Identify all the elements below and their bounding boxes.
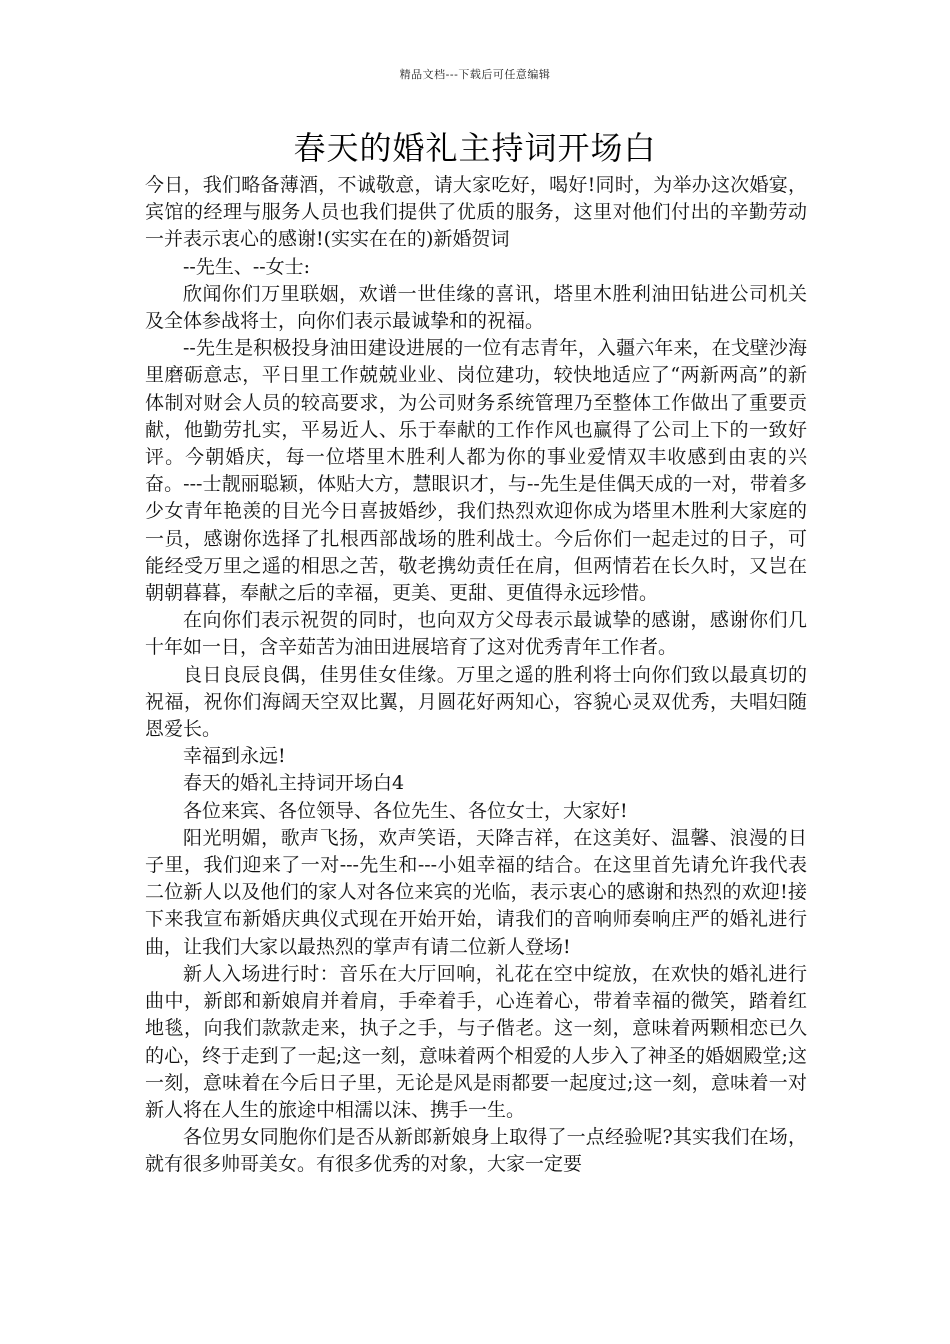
paragraph: 新人入场进行时：音乐在大厅回响，礼花在空中绽放，在欢快的婚礼进行曲中，新郎和新娘肩并着肩，手牵着手，心连着心，带着幸福的微笑，踏着红地毯，向我们款款走来，执子之手，与子偕老。这一刻，意味着两颗相恋已久的心，终于走到了一起;这一刻，意味着两个相爱的人步入了神圣的婚姻殿堂;这一刻，意味着在今后日子里，无论是风是雨都要一起度过;这一刻，意味着一对新人将在人生的旅途中相濡以沫、携手一生。 — [145, 962, 807, 1121]
document-title: 春天的婚礼主持词开场白 — [293, 129, 657, 167]
paragraph: 各位男女同胞你们是否从新郎新娘身上取得了一点经验呢?其实我们在场，就有很多帅哥美女。有很多优秀的对象，大家一定要 — [145, 1126, 807, 1176]
paragraph: --先生、--女士: — [183, 255, 311, 278]
paragraph: 在向你们表示祝贺的同时，也向双方父母表示最诚挚的感谢，感谢你们几十年如一日，含辛茹苦为油田进展培育了这对优秀青年工作者。 — [145, 609, 807, 659]
paragraph: 阳光明媚，歌声飞扬，欢声笑语，天降吉祥，在这美好、温馨、浪漫的日子里，我们迎来了一对---先生和---小姐幸福的结合。在这里首先请允许我代表二位新人以及他们的家人对各位来宾的光临，表示衷心的感谢和热烈的欢迎!接下来我宣布新婚庆典仪式现在开始开始，请我们的音响师奏响庄严的婚礼进行曲，让我们大家以最热烈的掌声有请二位新人登场! — [145, 826, 807, 958]
paragraph: 今日，我们略备薄酒，不诚敬意，请大家吃好，喝好!同时，为举办这次婚宴，宾馆的经理与服务人员也我们提供了优质的服务，这里对他们付出的辛勤劳动一并表示衷心的感谢!(实实在在的)新婚贺词 — [145, 174, 807, 251]
page-header: 精品文档---下载后可任意编辑 — [399, 68, 551, 81]
paragraph: 良日良辰良偶，佳男佳女佳缘。万里之遥的胜利将士向你们致以最真切的祝福，祝你们海阔天空双比翼，月圆花好两知心，容貌心灵双优秀，夫唱妇随恩爱长。 — [145, 663, 807, 741]
paragraph: 幸福到永远! — [183, 745, 286, 768]
section-heading: 春天的婚礼主持词开场白4 — [183, 772, 405, 795]
paragraph: 各位来宾、各位领导、各位先生、各位女士，大家好! — [183, 799, 628, 822]
paragraph: 欣闻你们万里联姻，欢谱一世佳缘的喜讯，塔里木胜利油田钻进公司机关及全体参战将士，向你们表示最诚挚和的祝福。 — [145, 282, 807, 333]
paragraph: --先生是积极投身油田建设进展的一位有志青年，入疆六年来，在戈壁沙海里磨砺意志，平日里工作兢兢业业、岗位建功，较快地适应了“两新两高”的新体制对财会人员的较高要求，为公司财务系统管理乃至整体工作做出了重要贡献，他勤劳扎实，平易近人、乐于奉献的工作作风也赢得了公司上下的一致好评。今朝婚庆，每一位塔里木胜利人都为你的事业爱情双丰收感到由衷的兴奋。---士靓丽聪颖，体贴大方，慧眼识才，与--先生是佳偶天成的一对，带着多少女青年艳羡的目光今日喜披婚纱，我们热烈欢迎你成为塔里木胜利大家庭的一员，感谢你选择了扎根西部战场的胜利战士。今后你们一起走过的日子，可能经受万里之遥的相思之苦，敬老携幼责任在肩，但两情若在长久时，又岂在朝朝暮暮，奉献之后的幸福，更美、更甜、更值得永远珍惜。 — [145, 337, 807, 605]
document-body — [145, 172, 807, 1179]
